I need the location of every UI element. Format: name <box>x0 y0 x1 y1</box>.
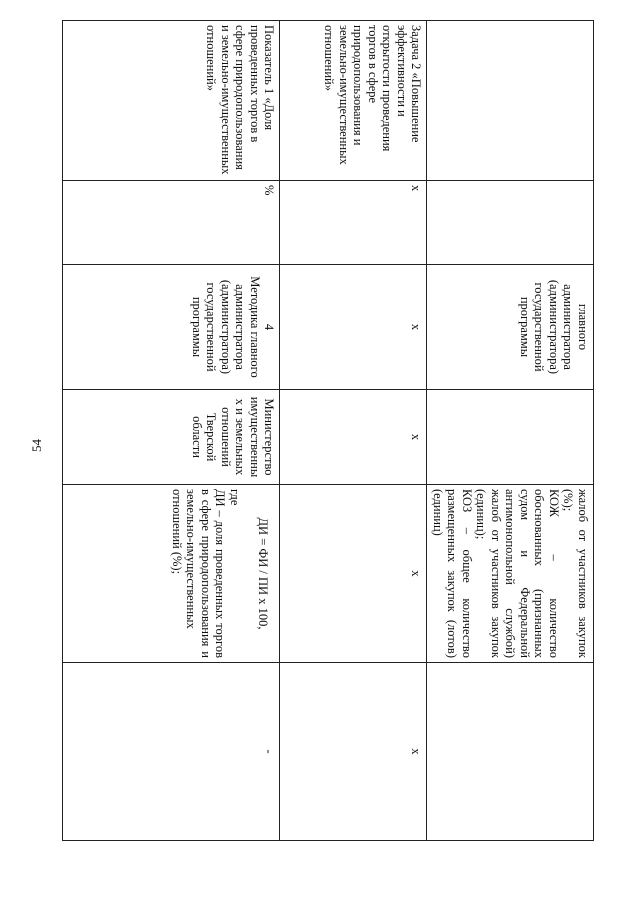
task-title-cell: Задача 2 «Повышение эффективности и открытости проведения торгов в сфере природопользования и земельно-имущественных отношений» <box>280 21 427 181</box>
formula-cell <box>63 485 280 663</box>
unit-cell: % <box>63 181 280 265</box>
table-row <box>280 21 427 841</box>
indicator-title-cell: Показатель 1 «Доля проведенных торгов в сфере природопользования и земельно-имущественных отношений» <box>63 21 280 181</box>
table-cell: х <box>280 265 427 390</box>
indicator-table <box>63 20 595 841</box>
method-text: Методика главного администратора (администратора) государственной программы <box>190 276 262 378</box>
table-row <box>63 21 280 841</box>
table-cell <box>427 390 594 485</box>
table-cell: - <box>63 663 280 841</box>
table-cell: х <box>280 181 427 265</box>
method-number: 4 <box>262 323 277 331</box>
rotated-page <box>90 0 640 860</box>
formula-description: ДИ – доля проведенных торгов в сфере природопользования и земельно-имущественных отношений (%); <box>170 489 228 658</box>
table-cell: х <box>280 390 427 485</box>
formula: ДИ = ФИ / ПИ х 100, <box>256 517 271 630</box>
responsible-cell: Министерство имущественных и земельных отношений Тверской области <box>63 390 280 485</box>
method-cell <box>63 265 280 390</box>
table-cell <box>427 663 594 841</box>
table-cell: х <box>280 663 427 841</box>
table-cell: х <box>280 485 427 663</box>
table-row <box>427 21 594 841</box>
formula-where: где <box>228 489 242 506</box>
page-number: 54 <box>29 439 44 452</box>
formula-description-cell: жалоб от участников закупок (%); КОЖ – количество обоснованных (признанных судом и Федеральной антимонопольной службой) жалоб от участников закупок (единиц); КОЗ – общее количество размещенных закупок (лотов) (единиц) <box>427 485 594 663</box>
table-cell <box>427 21 594 181</box>
table-cell <box>427 181 594 265</box>
table-cell: главного администратора (администратора) государственной программы <box>427 265 594 390</box>
